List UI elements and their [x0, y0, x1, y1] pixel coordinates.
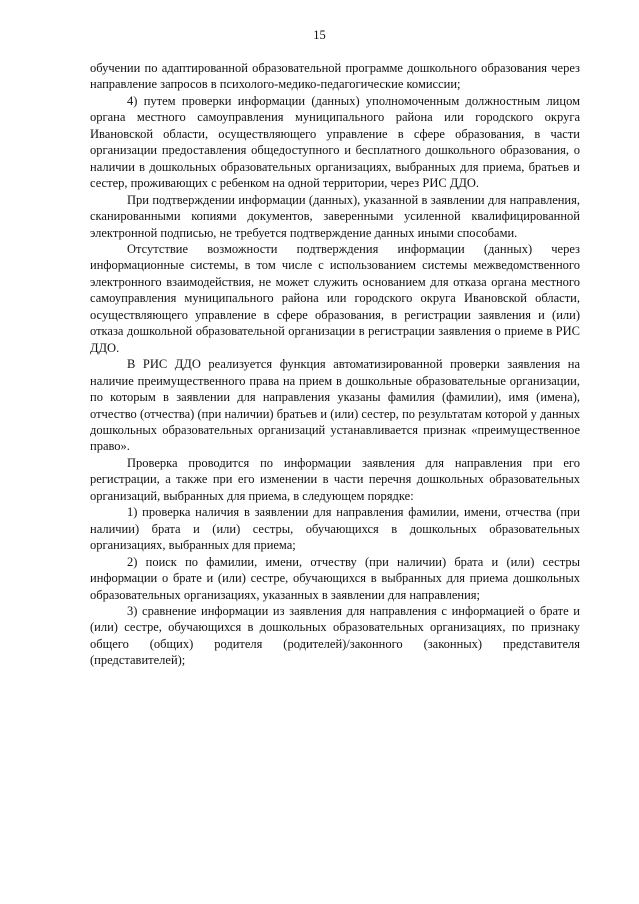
- paragraph-confirmation: При подтверждении информации (данных), указанной в заявлении для направления, сканированными копиями документов, заверенными усиленной квалифицированной электронной подписью, не требуется подтверждение данных иными способами.: [90, 192, 580, 240]
- paragraph-step-2: 2) поиск по фамилии, имени, отчеству (при наличии) брата и (или) сестры информации о брате и (или) сестре, обучающихся в выбранных для приема дошкольных образовательных организациях, указанных в заявлении для направления;: [90, 554, 580, 602]
- paragraph-item-4: 4) путем проверки информации (данных) уполномоченным должностным лицом органа местного самоуправления муниципального района или городского округа Ивановской области, осуществляющего управление в сфере образования, в части организации предоставления общедоступного и бесплатного дошкольного образования, о наличии в дошкольных образовательных организациях, выбранных для приема, братьев и сестер, проживающих с ребенком на одной территории, через РИС ДДО.: [90, 93, 580, 191]
- paragraph-auto-check: В РИС ДДО реализуется функция автоматизированной проверки заявления на наличие преимущественного права на прием в дошкольные образовательные организации, по которым в заявлении для направления указаны фамилия (фамилии), имя (имена), отчество (отчества) (при наличии) братьев и (или) сестер, по результатам которой у данных дошкольных образовательных организаций устанавливается признак «преимущественное право».: [90, 357, 580, 454]
- paragraph-step-3: 3) сравнение информации из заявления для направления с информацией о брате и (или) сестре, обучающихся в дошкольных образовательных организациях, по признаку общего (общих) родителя (родителей)/законного (законных) представителя (представителей);: [90, 603, 580, 668]
- page-number: 15: [313, 28, 326, 42]
- document-body: [90, 60, 580, 669]
- paragraph-continuation: обучении по адаптированной образовательной программе дошкольного образования через направление запросов в психолого-медико-педагогические комиссии;: [90, 61, 580, 92]
- paragraph-step-1: 1) проверка наличия в заявлении для направления фамилии, имени, отчества (при наличии) брата и (или) сестры, обучающихся в дошкольных образовательных организациях, выбранных для приема;: [90, 505, 580, 553]
- paragraph-check-order: Проверка проводится по информации заявления для направления при его регистрации, а также при его изменении в части перечня дошкольных образовательных организаций, выбранных для приема, в следующем порядке:: [90, 455, 580, 503]
- paragraph-absence: Отсутствие возможности подтверждения информации (данных) через информационные системы, в том числе с использованием системы межведомственного электронного взаимодействия, не может служить основанием для отказа органа местного самоуправления муниципального района или городского округа Ивановской области, осуществляющего управление в сфере образования, в регистрации заявления и (или) отказа дошкольной образовательной организации в регистрации заявления о приеме в РИС ДДО.: [90, 241, 580, 355]
